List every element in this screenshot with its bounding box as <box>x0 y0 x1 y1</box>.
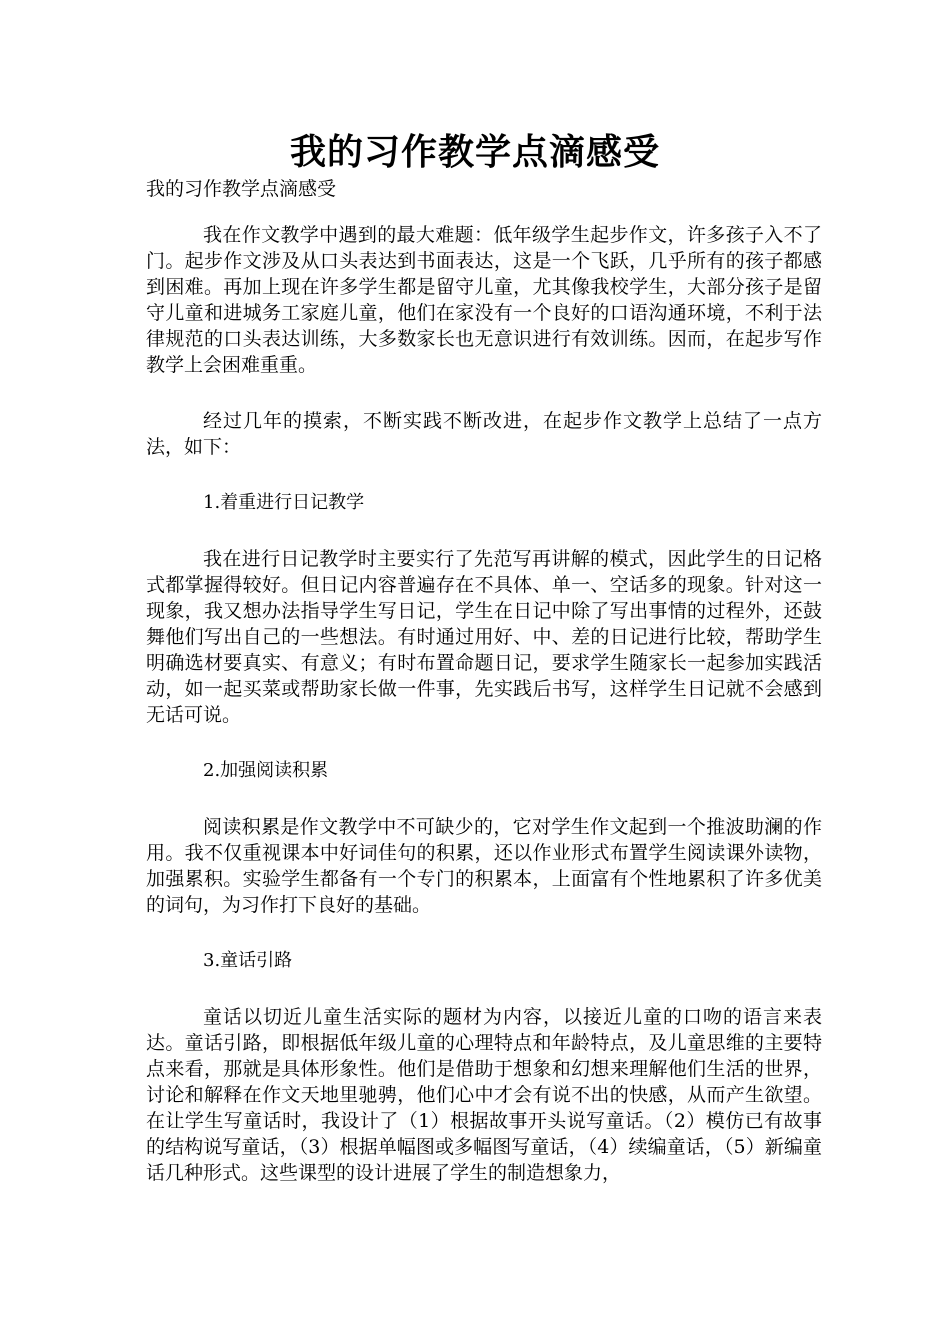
paragraph-gap <box>146 460 822 490</box>
paragraph-fairy-tale: 童话以切近儿童生活实际的题材为内容，以接近儿童的口吻的语言来表达。童话引路，即根据低年级儿童的心理特点和年龄特点，及儿童思维的主要特点来看，那就是具体形象性。他们是借助于想象和幻想来理解他们生活的世界，讨论和解释在作文天地里驰骋，他们心中才会有说不出的快感，从而产生欲望。在让学生写童话时，我设计了（1）根据故事开头说写童话。（2）模仿已有故事的结构说写童话，（3）根据单幅图或多幅图写童话，（4）续编童话，（5）新编童话几种形式。这些课型的设计进展了学生的制造想象力， <box>146 1006 822 1184</box>
paragraph-gap <box>146 728 822 758</box>
document-body <box>146 222 822 1186</box>
document-title: 我的习作教学点滴感受 <box>289 131 660 173</box>
paragraph-gap <box>146 378 822 408</box>
section-heading-diary: 1.着重进行日记教学 <box>203 492 365 513</box>
paragraph-difficulty: 我在作文教学中遇到的最大难题：低年级学生起步作文，许多孩子入不了门。起步作文涉及从口头表达到书面表达，这是一个飞跃，几乎所有的孩子都感到困难。再加上现在许多学生都是留守儿童，尤其像我校学生，大部分孩子是留守儿童和进城务工家庭儿童，他们在家没有一个良好的口语沟通环境，不利于法律规范的口头表达训练，大多数家长也无意识进行有效训练。因而，在起步写作教学上会困难重重。 <box>146 224 822 376</box>
paragraph-gap <box>146 516 822 546</box>
section-heading-reading: 2.加强阅读积累 <box>203 760 329 781</box>
section-heading-fairy-tale: 3.童话引路 <box>203 950 293 971</box>
paragraph-reading: 阅读积累是作文教学中不可缺少的，它对学生作文起到一个推波助澜的作用。我不仅重视课本中好词佳句的积累，还以作业形式布置学生阅读课外读物，加强累积。实验学生都备有一个专门的积累本，上面富有个性地累积了许多优美的词句，为习作打下良好的基础。 <box>146 816 822 916</box>
paragraph-gap <box>146 974 822 1004</box>
paragraph-gap <box>146 918 822 948</box>
paragraph-methods-intro: 经过几年的摸索，不断实践不断改进，在起步作文教学上总结了一点方法，如下： <box>146 410 822 458</box>
paragraph-gap <box>146 784 822 814</box>
document-subtitle: 我的习作教学点滴感受 <box>146 178 337 200</box>
paragraph-diary: 我在进行日记教学时主要实行了先范写再讲解的模式，因此学生的日记格式都掌握得较好。但日记内容普遍存在不具体、单一、空话多的现象。针对这一现象，我又想办法指导学生写日记，学生在日记中除了写出事情的过程外，还鼓舞他们写出自己的一些想法。有时通过用好、中、差的日记进行比较，帮助学生明确选材要真实、有意义；有时布置命题日记，要求学生随家长一起参加实践活动，如一起买菜或帮助家长做一件事，先实践后书写，这样学生日记就不会感到无话可说。 <box>146 548 822 726</box>
